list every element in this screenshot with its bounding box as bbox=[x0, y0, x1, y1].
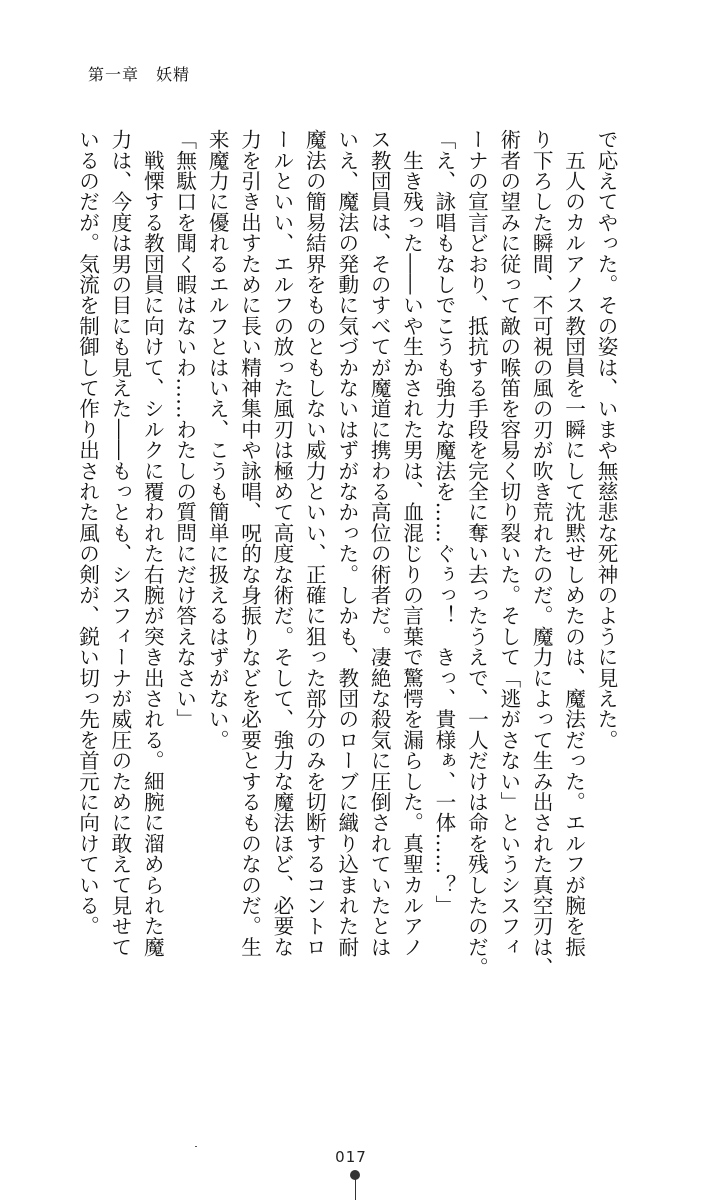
running-head: 第一章 妖精 bbox=[88, 65, 191, 84]
folio-rule bbox=[355, 1178, 356, 1200]
text-line: ールといい、エルフの放った風刃は極めて高度な術だ。そして、強力な魔法ほど、必要な bbox=[269, 129, 294, 957]
text-line: で応えてやった。その姿は、いまや無慈悲な死神のように見えた。 bbox=[594, 129, 618, 750]
text-line: 来魔力に優れるエルフとはいえ、こうも簡単に扱えるはずがない。 bbox=[205, 129, 230, 750]
text-line: 五人のカルアノス教団員を一瞬にして沈黙せしめたのは、魔法だった。エルフが腕を振 bbox=[561, 129, 586, 957]
text-line: いえ、魔法の発動に気づかないはずがなかった。しかも、教団のローブに織り込まれた耐 bbox=[334, 129, 359, 957]
text-line: 生き残った――いや生かされた男は、血混じりの言葉で驚愕を漏らした。真聖カルアノ bbox=[399, 129, 424, 957]
text-line: り下ろした瞬間、不可視の風の刃が吹き荒れたのだ。魔力によって生み出された真空刃は、 bbox=[529, 129, 554, 978]
text-line: 力を引き出すために長い精神集中や詠唱、呪的な身振りなどを必要とするものなのだ。生 bbox=[237, 129, 262, 957]
text-line: 戦慄する教団員に向けて、シルクに覆われた右腕が突き出される。細腕に溜められた魔 bbox=[140, 129, 165, 957]
page-number: 017 bbox=[335, 1148, 367, 1166]
text-line: いるのだが。気流を制御して作り出された風の剣が、鋭い切っ先を首元に向けている。 bbox=[75, 129, 100, 937]
text-line: 力は、今度は男の目にも見えた――もっとも、シスフィーナが威圧のために敢えて見せて bbox=[107, 129, 132, 957]
body-text bbox=[71, 129, 622, 978]
text-line: 「無駄口を聞く暇はないわ……わたしの質問にだけ答えなさい」 bbox=[172, 129, 197, 730]
text-line: 魔法の簡易結界をものともしない威力といい、正確に狙った部分のみを切断するコントロ bbox=[302, 129, 327, 957]
text-line: 「え、詠唱もなしでこうも強力な魔法を……ぐぅっ！ きっ、貴様ぁ、一体……？」 bbox=[431, 129, 456, 916]
text-line: ス教団員は、そのすべてが魔道に携わる高位の術者だ。凄絶な殺気に圧倒されていたとは bbox=[367, 129, 392, 957]
text-line: 術者の望みに従って敵の喉笛を容易く切り裂いた。そして「逃がさない」というシスフィ bbox=[496, 129, 521, 957]
text-line: ーナの宣言どおり、抵抗する手段を完全に奪い去ったうえで、一人だけは命を残したのだ。 bbox=[464, 129, 489, 978]
scan-speck bbox=[195, 1146, 197, 1147]
